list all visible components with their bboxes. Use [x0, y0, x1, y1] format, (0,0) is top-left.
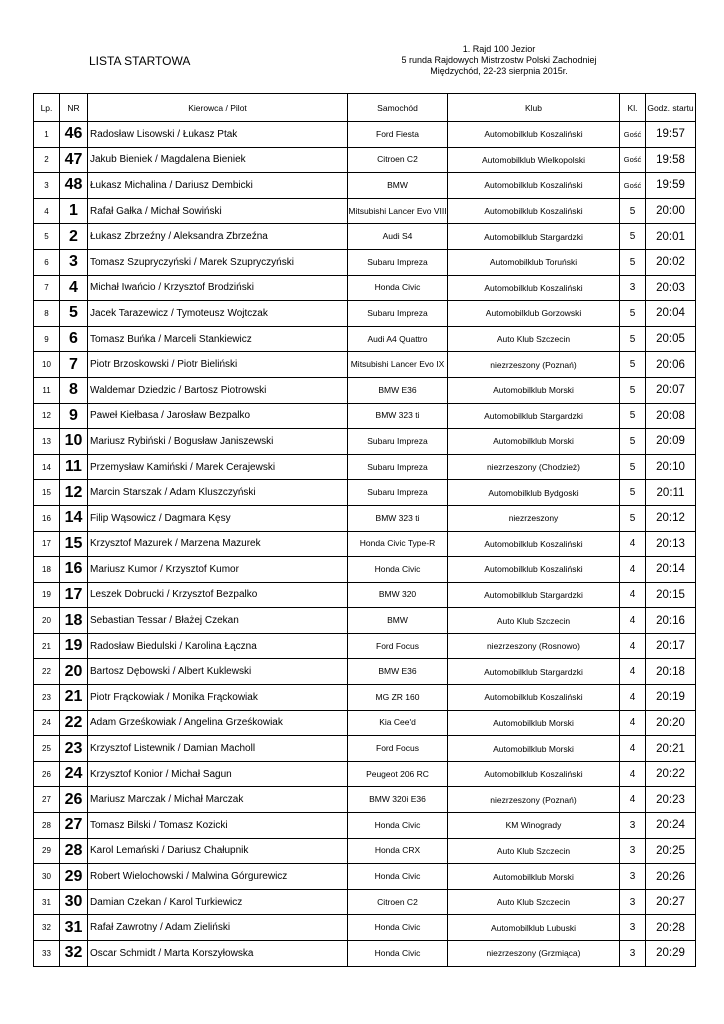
cell-lp: 30 [34, 864, 60, 890]
table-row [34, 147, 696, 173]
cell-start-time: 20:10 [646, 454, 696, 480]
cell-start-number: 12 [60, 480, 88, 506]
cell-car: Honda Civic [348, 864, 448, 890]
cell-start-time: 20:24 [646, 813, 696, 839]
cell-lp: 14 [34, 454, 60, 480]
cell-driver-pilot: Bartosz Dębowski / Albert Kuklewski [88, 659, 348, 685]
cell-lp: 27 [34, 787, 60, 813]
cell-class: 3 [620, 813, 646, 839]
cell-class: 5 [620, 224, 646, 250]
cell-car: Subaru Impreza [348, 429, 448, 455]
cell-club: Auto Klub Szczecin [448, 889, 620, 915]
cell-class: 3 [620, 864, 646, 890]
cell-start-number: 46 [60, 122, 88, 148]
cell-club: Automobilklub Morski [448, 710, 620, 736]
cell-club: Automobilklub Morski [448, 736, 620, 762]
cell-start-time: 19:59 [646, 173, 696, 199]
cell-club: Automobilklub Koszaliński [448, 531, 620, 557]
cell-car: BMW 320i E36 [348, 787, 448, 813]
cell-class: 4 [620, 761, 646, 787]
cell-driver-pilot: Mariusz Marczak / Michał Marczak [88, 787, 348, 813]
cell-start-time: 20:06 [646, 352, 696, 378]
cell-start-number: 14 [60, 505, 88, 531]
cell-class: 5 [620, 198, 646, 224]
table-row [34, 787, 696, 813]
cell-start-time: 20:28 [646, 915, 696, 941]
table-row [34, 275, 696, 301]
cell-club: Auto Klub Szczecin [448, 326, 620, 352]
cell-driver-pilot: Przemysław Kamiński / Marek Cerajewski [88, 454, 348, 480]
cell-start-time: 20:01 [646, 224, 696, 250]
cell-start-time: 20:02 [646, 249, 696, 275]
cell-class: 5 [620, 249, 646, 275]
table-row [34, 633, 696, 659]
column-header-start-time: Godz. startu [646, 94, 696, 122]
cell-start-time: 20:05 [646, 326, 696, 352]
cell-start-number: 19 [60, 633, 88, 659]
cell-lp: 22 [34, 659, 60, 685]
table-row [34, 326, 696, 352]
cell-club: Automobilklub Koszaliński [448, 122, 620, 148]
cell-driver-pilot: Paweł Kiełbasa / Jarosław Bezpalko [88, 403, 348, 429]
cell-lp: 25 [34, 736, 60, 762]
cell-lp: 29 [34, 838, 60, 864]
cell-start-number: 10 [60, 429, 88, 455]
table-row [34, 710, 696, 736]
cell-class: 5 [620, 505, 646, 531]
cell-car: Audi S4 [348, 224, 448, 250]
table-row [34, 941, 696, 967]
cell-start-number: 26 [60, 787, 88, 813]
cell-start-number: 21 [60, 685, 88, 711]
cell-start-time: 20:16 [646, 608, 696, 634]
cell-start-number: 5 [60, 301, 88, 327]
cell-car: BMW 323 ti [348, 505, 448, 531]
cell-club: Automobilklub Koszaliński [448, 761, 620, 787]
cell-class: 5 [620, 301, 646, 327]
cell-start-number: 31 [60, 915, 88, 941]
cell-start-number: 16 [60, 557, 88, 583]
cell-lp: 12 [34, 403, 60, 429]
cell-club: Automobilklub Stargardzki [448, 582, 620, 608]
cell-start-time: 20:17 [646, 633, 696, 659]
cell-driver-pilot: Karol Lemański / Dariusz Chałupnik [88, 838, 348, 864]
cell-start-time: 19:58 [646, 147, 696, 173]
cell-driver-pilot: Łukasz Michalina / Dariusz Dembicki [88, 173, 348, 199]
cell-driver-pilot: Tomasz Szupryczyński / Marek Szupryczyński [88, 249, 348, 275]
cell-class: 5 [620, 429, 646, 455]
cell-lp: 21 [34, 633, 60, 659]
cell-start-number: 4 [60, 275, 88, 301]
cell-start-number: 11 [60, 454, 88, 480]
cell-start-number: 18 [60, 608, 88, 634]
cell-car: Mitsubishi Lancer Evo VIII [348, 198, 448, 224]
table-row [34, 122, 696, 148]
column-header-driver: Kierowca / Pilot [88, 94, 348, 122]
event-place-date: Międzychód, 22-23 sierpnia 2015r. [430, 66, 568, 76]
cell-car: BMW [348, 608, 448, 634]
cell-club: Automobilklub Gorzowski [448, 301, 620, 327]
cell-lp: 26 [34, 761, 60, 787]
cell-club: Automobilklub Stargardzki [448, 224, 620, 250]
cell-class: 3 [620, 838, 646, 864]
table-body [34, 122, 696, 967]
cell-driver-pilot: Sebastian Tessar / Błażej Czekan [88, 608, 348, 634]
cell-class: Gość [620, 147, 646, 173]
cell-class: 4 [620, 710, 646, 736]
cell-club: Automobilklub Morski [448, 864, 620, 890]
cell-start-time: 20:11 [646, 480, 696, 506]
cell-car: BMW E36 [348, 377, 448, 403]
cell-start-time: 20:09 [646, 429, 696, 455]
cell-driver-pilot: Marcin Starszak / Adam Kluszczyński [88, 480, 348, 506]
cell-driver-pilot: Oscar Schmidt / Marta Korszyłowska [88, 941, 348, 967]
cell-start-time: 20:20 [646, 710, 696, 736]
cell-start-number: 7 [60, 352, 88, 378]
cell-class: 5 [620, 480, 646, 506]
cell-car: Honda Civic [348, 941, 448, 967]
table-row [34, 224, 696, 250]
event-name: 1. Rajd 100 Jezior [462, 44, 536, 54]
cell-lp: 4 [34, 198, 60, 224]
cell-class: 4 [620, 659, 646, 685]
cell-start-number: 3 [60, 249, 88, 275]
table-row [34, 173, 696, 199]
cell-class: 5 [620, 454, 646, 480]
cell-start-time: 20:22 [646, 761, 696, 787]
table-row [34, 352, 696, 378]
cell-lp: 7 [34, 275, 60, 301]
cell-lp: 3 [34, 173, 60, 199]
cell-car: Ford Fiesta [348, 122, 448, 148]
cell-car: Honda Civic [348, 813, 448, 839]
cell-car: Honda Civic [348, 915, 448, 941]
cell-club: Automobilklub Morski [448, 377, 620, 403]
cell-start-time: 20:03 [646, 275, 696, 301]
cell-start-number: 2 [60, 224, 88, 250]
cell-club: niezrzeszony [448, 505, 620, 531]
cell-start-number: 28 [60, 838, 88, 864]
cell-start-number: 29 [60, 864, 88, 890]
cell-lp: 24 [34, 710, 60, 736]
cell-start-number: 15 [60, 531, 88, 557]
cell-start-number: 47 [60, 147, 88, 173]
cell-lp: 18 [34, 557, 60, 583]
cell-car: Subaru Impreza [348, 480, 448, 506]
cell-driver-pilot: Robert Wielochowski / Malwina Górgurewicz [88, 864, 348, 890]
table-row [34, 557, 696, 583]
cell-lp: 23 [34, 685, 60, 711]
column-header-lp: Lp. [34, 94, 60, 122]
cell-club: Automobilklub Koszaliński [448, 198, 620, 224]
cell-club: niezrzeszony (Poznań) [448, 352, 620, 378]
cell-lp: 28 [34, 813, 60, 839]
cell-club: Automobilklub Morski [448, 429, 620, 455]
cell-start-time: 20:13 [646, 531, 696, 557]
cell-driver-pilot: Mariusz Kumor / Krzysztof Kumor [88, 557, 348, 583]
table-row [34, 608, 696, 634]
cell-start-time: 20:00 [646, 198, 696, 224]
cell-driver-pilot: Radosław Biedulski / Karolina Łączna [88, 633, 348, 659]
cell-lp: 13 [34, 429, 60, 455]
table-row [34, 685, 696, 711]
cell-start-time: 20:29 [646, 941, 696, 967]
cell-club: KM Winogrady [448, 813, 620, 839]
cell-driver-pilot: Piotr Frąckowiak / Monika Frąckowiak [88, 685, 348, 711]
cell-class: 4 [620, 582, 646, 608]
cell-club: niezrzeszony (Poznań) [448, 787, 620, 813]
cell-lp: 9 [34, 326, 60, 352]
column-header-nr: NR [60, 94, 88, 122]
table-row [34, 505, 696, 531]
cell-start-time: 20:21 [646, 736, 696, 762]
page-title: LISTA STARTOWA [89, 54, 191, 68]
cell-car: Honda Civic Type-R [348, 531, 448, 557]
cell-car: Ford Focus [348, 633, 448, 659]
cell-start-number: 48 [60, 173, 88, 199]
cell-driver-pilot: Leszek Dobrucki / Krzysztof Bezpalko [88, 582, 348, 608]
cell-class: 4 [620, 531, 646, 557]
cell-driver-pilot: Filip Wąsowicz / Dagmara Kęsy [88, 505, 348, 531]
cell-driver-pilot: Krzysztof Konior / Michał Sagun [88, 761, 348, 787]
cell-start-number: 9 [60, 403, 88, 429]
cell-club: Automobilklub Koszaliński [448, 685, 620, 711]
table-row [34, 915, 696, 941]
cell-club: Automobilklub Wielkopolski [448, 147, 620, 173]
cell-club: Automobilklub Bydgoski [448, 480, 620, 506]
cell-club: Automobilklub Stargardzki [448, 659, 620, 685]
cell-start-time: 20:26 [646, 864, 696, 890]
cell-driver-pilot: Mariusz Rybiński / Bogusław Janiszewski [88, 429, 348, 455]
cell-club: Automobilklub Toruński [448, 249, 620, 275]
cell-class: Gość [620, 122, 646, 148]
cell-driver-pilot: Łukasz Zbrzeźny / Aleksandra Zbrzeźna [88, 224, 348, 250]
table-row [34, 403, 696, 429]
cell-driver-pilot: Jacek Tarazewicz / Tymoteusz Wojtczak [88, 301, 348, 327]
cell-start-number: 32 [60, 941, 88, 967]
table-row [34, 377, 696, 403]
cell-class: 4 [620, 787, 646, 813]
cell-driver-pilot: Tomasz Buńka / Marceli Stankiewicz [88, 326, 348, 352]
cell-class: 5 [620, 403, 646, 429]
cell-start-time: 19:57 [646, 122, 696, 148]
cell-car: Citroen C2 [348, 147, 448, 173]
cell-start-number: 20 [60, 659, 88, 685]
cell-start-number: 22 [60, 710, 88, 736]
cell-lp: 15 [34, 480, 60, 506]
event-info [388, 44, 610, 77]
start-list-table [33, 93, 696, 967]
cell-club: Automobilklub Koszaliński [448, 557, 620, 583]
cell-start-time: 20:12 [646, 505, 696, 531]
cell-car: Mitsubishi Lancer Evo IX [348, 352, 448, 378]
cell-lp: 6 [34, 249, 60, 275]
cell-class: Gość [620, 173, 646, 199]
cell-class: 4 [620, 557, 646, 583]
cell-club: Automobilklub Lubuski [448, 915, 620, 941]
cell-lp: 16 [34, 505, 60, 531]
cell-car: BMW E36 [348, 659, 448, 685]
cell-car: BMW 320 [348, 582, 448, 608]
table-row [34, 531, 696, 557]
cell-driver-pilot: Radosław Lisowski / Łukasz Ptak [88, 122, 348, 148]
cell-class: 3 [620, 889, 646, 915]
cell-driver-pilot: Rafał Zawrotny / Adam Zieliński [88, 915, 348, 941]
table-row [34, 480, 696, 506]
cell-club: Auto Klub Szczecin [448, 608, 620, 634]
cell-lp: 33 [34, 941, 60, 967]
cell-class: 4 [620, 736, 646, 762]
cell-lp: 20 [34, 608, 60, 634]
cell-start-time: 20:15 [646, 582, 696, 608]
cell-lp: 19 [34, 582, 60, 608]
cell-driver-pilot: Krzysztof Listewnik / Damian Macholl [88, 736, 348, 762]
cell-club: Auto Klub Szczecin [448, 838, 620, 864]
cell-start-number: 23 [60, 736, 88, 762]
table-row [34, 454, 696, 480]
cell-driver-pilot: Michał Iwańcio / Krzysztof Brodziński [88, 275, 348, 301]
cell-club: niezrzeszony (Rosnowo) [448, 633, 620, 659]
cell-car: Citroen C2 [348, 889, 448, 915]
cell-start-number: 1 [60, 198, 88, 224]
cell-lp: 11 [34, 377, 60, 403]
table-row [34, 301, 696, 327]
cell-start-time: 20:07 [646, 377, 696, 403]
cell-lp: 5 [34, 224, 60, 250]
cell-start-time: 20:23 [646, 787, 696, 813]
cell-club: niezrzeszony (Grzmiąca) [448, 941, 620, 967]
cell-class: 4 [620, 633, 646, 659]
cell-car: BMW [348, 173, 448, 199]
cell-car: MG ZR 160 [348, 685, 448, 711]
cell-start-time: 20:18 [646, 659, 696, 685]
cell-car: Honda Civic [348, 557, 448, 583]
cell-class: 3 [620, 941, 646, 967]
table-row [34, 659, 696, 685]
cell-car: Audi A4 Quattro [348, 326, 448, 352]
cell-class: 4 [620, 685, 646, 711]
table-row [34, 813, 696, 839]
cell-car: Peugeot 206 RC [348, 761, 448, 787]
cell-class: 3 [620, 915, 646, 941]
cell-lp: 8 [34, 301, 60, 327]
cell-car: BMW 323 ti [348, 403, 448, 429]
cell-lp: 1 [34, 122, 60, 148]
column-header-car: Samochód [348, 94, 448, 122]
cell-lp: 17 [34, 531, 60, 557]
cell-driver-pilot: Piotr Brzoskowski / Piotr Bieliński [88, 352, 348, 378]
column-header-class: Kl. [620, 94, 646, 122]
cell-class: 3 [620, 275, 646, 301]
table-row [34, 198, 696, 224]
table-row [34, 736, 696, 762]
cell-start-number: 24 [60, 761, 88, 787]
cell-club: Automobilklub Stargardzki [448, 403, 620, 429]
table-row [34, 582, 696, 608]
cell-start-time: 20:25 [646, 838, 696, 864]
cell-start-time: 20:04 [646, 301, 696, 327]
cell-start-time: 20:19 [646, 685, 696, 711]
cell-class: 5 [620, 377, 646, 403]
cell-driver-pilot: Rafał Gałka / Michał Sowiński [88, 198, 348, 224]
column-header-club: Klub [448, 94, 620, 122]
cell-lp: 10 [34, 352, 60, 378]
cell-car: Honda CRX [348, 838, 448, 864]
cell-driver-pilot: Damian Czekan / Karol Turkiewicz [88, 889, 348, 915]
table-row [34, 864, 696, 890]
table-row [34, 429, 696, 455]
table-header-row [34, 94, 696, 122]
cell-club: Automobilklub Koszaliński [448, 173, 620, 199]
cell-car: Subaru Impreza [348, 454, 448, 480]
cell-start-time: 20:14 [646, 557, 696, 583]
cell-car: Kia Cee'd [348, 710, 448, 736]
cell-start-number: 8 [60, 377, 88, 403]
cell-lp: 31 [34, 889, 60, 915]
cell-start-number: 30 [60, 889, 88, 915]
cell-start-number: 27 [60, 813, 88, 839]
cell-car: Ford Focus [348, 736, 448, 762]
table-row [34, 838, 696, 864]
cell-car: Honda Civic [348, 275, 448, 301]
cell-class: 5 [620, 352, 646, 378]
cell-class: 5 [620, 326, 646, 352]
cell-driver-pilot: Tomasz Bilski / Tomasz Kozicki [88, 813, 348, 839]
table-row [34, 249, 696, 275]
cell-club: Automobilklub Koszaliński [448, 275, 620, 301]
cell-lp: 32 [34, 915, 60, 941]
table-row [34, 889, 696, 915]
cell-driver-pilot: Jakub Bieniek / Magdalena Bieniek [88, 147, 348, 173]
cell-class: 4 [620, 608, 646, 634]
cell-driver-pilot: Adam Grześkowiak / Angelina Grześkowiak [88, 710, 348, 736]
cell-car: Subaru Impreza [348, 249, 448, 275]
cell-start-time: 20:08 [646, 403, 696, 429]
table-row [34, 761, 696, 787]
cell-start-number: 17 [60, 582, 88, 608]
cell-driver-pilot: Krzysztof Mazurek / Marzena Mazurek [88, 531, 348, 557]
cell-start-time: 20:27 [646, 889, 696, 915]
cell-start-number: 6 [60, 326, 88, 352]
cell-lp: 2 [34, 147, 60, 173]
cell-driver-pilot: Waldemar Dziedzic / Bartosz Piotrowski [88, 377, 348, 403]
event-round: 5 runda Rajdowych Mistrzostw Polski Zachodniej [401, 55, 597, 65]
cell-car: Subaru Impreza [348, 301, 448, 327]
cell-club: niezrzeszony (Chodzież) [448, 454, 620, 480]
